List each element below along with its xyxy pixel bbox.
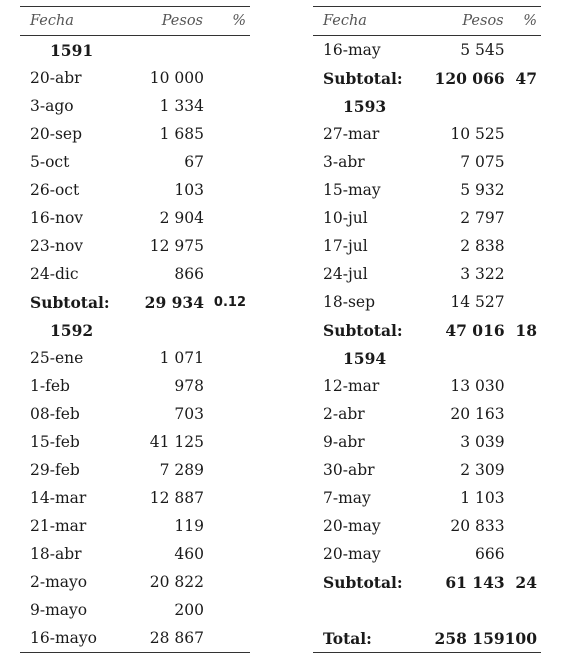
pesos-cell: 14 527 bbox=[450, 293, 505, 311]
percent-cell bbox=[204, 36, 250, 65]
percent-cell bbox=[505, 204, 541, 232]
pesos-cell: 666 bbox=[475, 545, 505, 563]
table-row bbox=[20, 512, 250, 540]
table-row bbox=[313, 176, 541, 204]
table-row bbox=[20, 344, 250, 372]
percent-cell bbox=[204, 92, 250, 120]
date-cell: 27-mar bbox=[323, 125, 380, 143]
pesos-cell: 20 833 bbox=[450, 517, 505, 535]
date-cell: 16-may bbox=[323, 41, 381, 59]
date-cell: 16-nov bbox=[30, 209, 84, 227]
date-cell: 12-mar bbox=[323, 377, 380, 395]
date-cell: 1591 bbox=[50, 40, 94, 60]
table-row bbox=[313, 540, 541, 568]
percent-cell bbox=[505, 288, 541, 316]
right-header-row bbox=[313, 7, 541, 36]
pesos-cell: 460 bbox=[174, 545, 204, 563]
date-cell: 08-feb bbox=[30, 405, 80, 423]
pesos-cell: 12 975 bbox=[149, 237, 204, 255]
pesos-cell: 2 838 bbox=[460, 237, 505, 255]
total-row bbox=[313, 624, 541, 653]
year-row bbox=[313, 92, 541, 120]
pesos-cell: 1 685 bbox=[159, 125, 204, 143]
pesos-cell: 12 887 bbox=[149, 489, 204, 507]
date-cell: 1592 bbox=[50, 320, 94, 340]
pesos-cell: 1 103 bbox=[460, 489, 505, 507]
percent-cell bbox=[505, 456, 541, 484]
date-cell: 2-abr bbox=[323, 405, 365, 423]
right-table bbox=[313, 6, 541, 653]
percent-cell bbox=[204, 120, 250, 148]
pesos-cell: 7 075 bbox=[460, 153, 505, 171]
pesos-cell bbox=[432, 92, 505, 120]
percent-cell bbox=[505, 36, 541, 65]
table-row bbox=[20, 540, 250, 568]
table-row bbox=[313, 260, 541, 288]
pesos-cell bbox=[432, 596, 505, 624]
table-row bbox=[20, 596, 250, 624]
subtotal-row bbox=[313, 568, 541, 596]
date-cell: 1593 bbox=[343, 96, 387, 116]
pesos-cell: 3 322 bbox=[460, 265, 505, 283]
date-cell: 5-oct bbox=[30, 153, 70, 171]
percent-cell bbox=[204, 204, 250, 232]
pesos-cell: 47 016 bbox=[445, 320, 505, 340]
pesos-cell: 5 545 bbox=[460, 41, 505, 59]
percent-cell bbox=[505, 428, 541, 456]
table-row bbox=[313, 400, 541, 428]
date-cell: 1-feb bbox=[30, 377, 70, 395]
percent-cell bbox=[204, 428, 250, 456]
date-cell: 9-mayo bbox=[30, 601, 88, 619]
percent-cell bbox=[505, 344, 541, 372]
pesos-cell: 119 bbox=[174, 517, 204, 535]
pesos-cell: 2 309 bbox=[460, 461, 505, 479]
date-cell: 3-ago bbox=[30, 97, 74, 115]
percent-cell bbox=[204, 596, 250, 624]
pesos-cell: 20 163 bbox=[450, 405, 505, 423]
table-row bbox=[20, 148, 250, 176]
fecha-header: Fecha bbox=[313, 7, 432, 36]
date-cell: 16-mayo bbox=[20, 624, 142, 653]
date-cell: 21-mar bbox=[30, 517, 87, 535]
table-row bbox=[313, 288, 541, 316]
pesos-cell bbox=[142, 36, 204, 65]
percent-cell bbox=[204, 148, 250, 176]
date-cell: Subtotal: bbox=[30, 292, 110, 312]
pesos-cell: 29 934 bbox=[144, 292, 204, 312]
pesos-cell bbox=[432, 344, 505, 372]
date-cell: Subtotal: bbox=[323, 68, 403, 88]
date-cell: 7-may bbox=[323, 489, 371, 507]
date-cell: 24-dic bbox=[30, 265, 79, 283]
table-row bbox=[20, 92, 250, 120]
date-cell: 20-may bbox=[323, 545, 381, 563]
percent-cell bbox=[505, 232, 541, 260]
year-row bbox=[313, 344, 541, 372]
pesos-cell: 3 039 bbox=[460, 433, 505, 451]
pesos-cell: 258 159 bbox=[432, 624, 505, 653]
percent-cell bbox=[204, 512, 250, 540]
date-cell: 18-abr bbox=[30, 545, 82, 563]
date-cell: 25-ene bbox=[30, 349, 84, 367]
date-cell: 26-oct bbox=[30, 181, 80, 199]
pesos-cell: 1 071 bbox=[159, 349, 204, 367]
percent-cell bbox=[204, 260, 250, 288]
date-cell bbox=[313, 596, 432, 624]
date-cell: 18-sep bbox=[323, 293, 376, 311]
percent-cell bbox=[505, 92, 541, 120]
percent-cell bbox=[204, 316, 250, 344]
table-row bbox=[20, 176, 250, 204]
date-cell: Total: bbox=[313, 624, 432, 653]
percent-cell bbox=[204, 568, 250, 596]
percent-cell bbox=[505, 176, 541, 204]
pesos-cell: 28 867 bbox=[142, 624, 204, 653]
table-row bbox=[20, 260, 250, 288]
date-cell: 20-abr bbox=[30, 69, 82, 87]
percent-cell bbox=[204, 624, 250, 653]
table-row bbox=[313, 596, 541, 624]
table-row bbox=[20, 568, 250, 596]
date-cell: 29-feb bbox=[30, 461, 80, 479]
subtotal-row bbox=[313, 316, 541, 344]
percent-cell bbox=[505, 484, 541, 512]
date-cell: 15-may bbox=[323, 181, 381, 199]
table-row bbox=[20, 484, 250, 512]
percent-header: % bbox=[204, 7, 250, 36]
table-row bbox=[20, 120, 250, 148]
percent-cell bbox=[204, 64, 250, 92]
pesos-cell: 978 bbox=[174, 377, 204, 395]
date-cell: 2-mayo bbox=[30, 573, 88, 591]
percent-cell: 24 bbox=[515, 572, 537, 592]
percent-cell bbox=[505, 400, 541, 428]
subtotal-row bbox=[313, 64, 541, 92]
percent-cell bbox=[204, 456, 250, 484]
pesos-cell: 866 bbox=[174, 265, 204, 283]
pesos-cell: 703 bbox=[174, 405, 204, 423]
table-row bbox=[313, 148, 541, 176]
date-cell: 15-feb bbox=[30, 433, 80, 451]
date-cell: 14-mar bbox=[30, 489, 87, 507]
percent-cell bbox=[204, 344, 250, 372]
pesos-cell: 7 289 bbox=[159, 461, 204, 479]
percent-cell bbox=[204, 232, 250, 260]
table-row bbox=[313, 428, 541, 456]
pesos-cell: 5 932 bbox=[460, 181, 505, 199]
table-row bbox=[20, 624, 250, 653]
percent-header: % bbox=[505, 7, 541, 36]
table-row bbox=[313, 120, 541, 148]
table-row bbox=[20, 64, 250, 92]
table-row bbox=[20, 428, 250, 456]
percent-cell: 0.12 bbox=[213, 294, 246, 310]
percent-cell: 47 bbox=[515, 68, 537, 88]
pesos-cell: 1 334 bbox=[159, 97, 204, 115]
left-header-row bbox=[20, 7, 250, 36]
percent-cell bbox=[204, 400, 250, 428]
pesos-cell: 200 bbox=[174, 601, 204, 619]
date-cell: 20-may bbox=[323, 517, 381, 535]
table-row bbox=[313, 36, 541, 65]
subtotal-row bbox=[20, 288, 250, 316]
table-row bbox=[20, 204, 250, 232]
percent-cell bbox=[505, 596, 541, 624]
percent-cell bbox=[204, 176, 250, 204]
left-table bbox=[20, 6, 250, 653]
table-row bbox=[313, 232, 541, 260]
right-table-body bbox=[313, 36, 541, 653]
date-cell: 10-jul bbox=[323, 209, 368, 227]
percent-cell: 18 bbox=[515, 320, 537, 340]
pesos-cell: 61 143 bbox=[445, 572, 505, 592]
date-cell: 3-abr bbox=[323, 153, 365, 171]
pesos-header: Pesos bbox=[142, 7, 204, 36]
table-row bbox=[313, 456, 541, 484]
date-cell: 20-sep bbox=[30, 125, 83, 143]
date-cell: 23-nov bbox=[30, 237, 84, 255]
table-row bbox=[313, 204, 541, 232]
date-cell: 9-abr bbox=[323, 433, 365, 451]
percent-cell bbox=[505, 148, 541, 176]
date-cell: 24-jul bbox=[323, 265, 368, 283]
pesos-cell: 103 bbox=[174, 181, 204, 199]
pesos-cell: 2 904 bbox=[159, 209, 204, 227]
table-row bbox=[313, 372, 541, 400]
percent-cell bbox=[204, 484, 250, 512]
percent-cell bbox=[505, 540, 541, 568]
percent-cell bbox=[505, 260, 541, 288]
pesos-cell: 10 000 bbox=[149, 69, 204, 87]
date-cell: 1594 bbox=[343, 348, 387, 368]
date-cell: 30-abr bbox=[323, 461, 375, 479]
percent-cell: 100 bbox=[505, 624, 541, 653]
percent-cell bbox=[204, 540, 250, 568]
percent-cell bbox=[204, 372, 250, 400]
table-row bbox=[20, 400, 250, 428]
table-row bbox=[313, 512, 541, 540]
fecha-header: Fecha bbox=[20, 7, 142, 36]
percent-cell bbox=[505, 120, 541, 148]
table-row bbox=[20, 456, 250, 484]
percent-cell bbox=[505, 512, 541, 540]
pesos-cell: 20 822 bbox=[149, 573, 204, 591]
date-cell: Subtotal: bbox=[323, 572, 403, 592]
pesos-header: Pesos bbox=[432, 7, 505, 36]
year-row bbox=[20, 36, 250, 65]
pesos-cell: 67 bbox=[184, 153, 204, 171]
table-row bbox=[20, 372, 250, 400]
date-cell: 17-jul bbox=[323, 237, 368, 255]
percent-cell bbox=[505, 372, 541, 400]
pesos-cell: 13 030 bbox=[450, 377, 505, 395]
pesos-cell: 41 125 bbox=[149, 433, 204, 451]
table-row bbox=[313, 484, 541, 512]
table-row bbox=[20, 232, 250, 260]
pesos-cell: 2 797 bbox=[460, 209, 505, 227]
pesos-cell: 120 066 bbox=[434, 68, 505, 88]
pesos-cell bbox=[142, 316, 204, 344]
date-cell: Subtotal: bbox=[323, 320, 403, 340]
left-table-body bbox=[20, 36, 250, 653]
year-row bbox=[20, 316, 250, 344]
pesos-cell: 10 525 bbox=[450, 125, 505, 143]
